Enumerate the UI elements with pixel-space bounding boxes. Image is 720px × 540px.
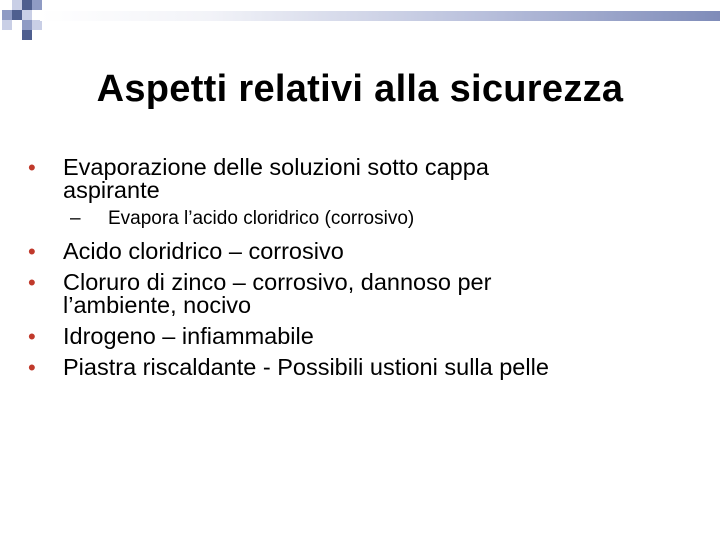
decor-square xyxy=(2,20,12,30)
decor-square xyxy=(22,10,32,20)
sub-bullet-marker: – xyxy=(70,208,81,229)
decor-square xyxy=(2,10,12,20)
bullet-item xyxy=(28,156,698,202)
bullet-marker: • xyxy=(28,270,36,295)
decor-square xyxy=(22,30,32,40)
bullet-item xyxy=(28,356,698,379)
sub-bullet-item xyxy=(28,208,698,230)
sub-bullet-text: Evapora l’acido cloridrico (corrosivo) xyxy=(108,208,415,229)
decor-square xyxy=(12,0,22,10)
decor-square xyxy=(32,20,42,30)
bullet-item xyxy=(28,325,698,348)
bullet-text-line: Idrogeno – infiammabile xyxy=(63,323,314,349)
bullet-text-line: Piastra riscaldante - Possibili ustioni sulla pelle xyxy=(63,354,549,380)
bullet-marker: • xyxy=(28,355,36,380)
bullet-item xyxy=(28,240,698,263)
decor-square xyxy=(12,10,22,20)
bullet-text-line: Acido cloridrico – corrosivo xyxy=(63,238,344,264)
bullet-marker: • xyxy=(28,239,36,264)
bullet-marker: • xyxy=(28,324,36,349)
decor-square xyxy=(22,20,32,30)
slide-title: Aspetti relativi alla sicurezza xyxy=(96,68,624,110)
bullet-text-line: Cloruro di zinco – corrosivo, dannoso per xyxy=(63,269,492,295)
bullet-text-line: Evaporazione delle soluzioni sotto cappa xyxy=(63,154,489,180)
bullet-text-line: l’ambiente, nocivo xyxy=(63,292,252,318)
bullet-item xyxy=(28,271,698,317)
bullet-text-line: aspirante xyxy=(63,177,160,203)
decor-square xyxy=(32,0,42,10)
decor-square xyxy=(22,0,32,10)
bullet-list xyxy=(28,156,698,379)
bullet-marker: • xyxy=(28,155,36,180)
decor-band xyxy=(40,11,720,21)
